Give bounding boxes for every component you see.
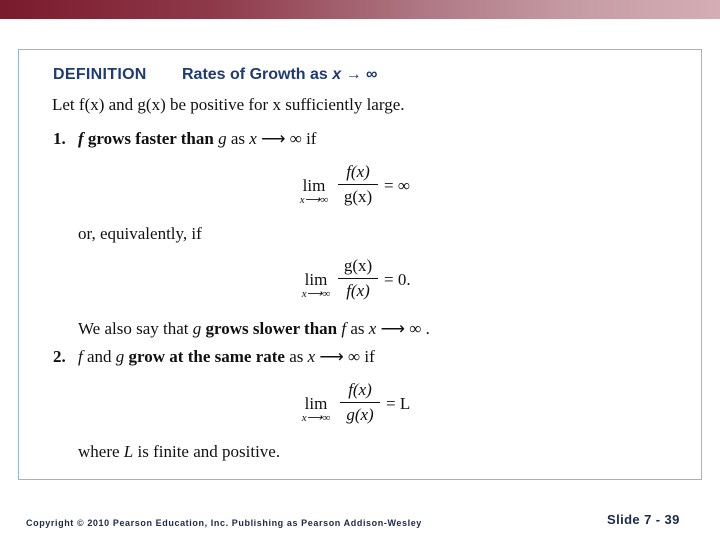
limit-3-fraction-bar xyxy=(340,402,380,403)
slower-bold: grows slower than xyxy=(201,319,342,338)
item-2-x: x xyxy=(307,347,316,366)
item-1-f: f xyxy=(78,129,84,148)
slower-end: ⟶ ∞ . xyxy=(376,319,430,338)
item-2-as: as xyxy=(284,347,308,366)
limit-1-operator xyxy=(294,176,334,206)
slower-x: x xyxy=(368,319,377,338)
item-2-arrow-if: ⟶ ∞ if xyxy=(315,347,375,366)
limit-3-lim: lim xyxy=(304,394,328,413)
limit-3-numerator: f(x) xyxy=(348,380,372,399)
limit-1-fraction xyxy=(338,162,378,207)
item-1-arrow-if: ⟶ ∞ if xyxy=(256,129,317,148)
where-post: is finite and positive. xyxy=(133,442,281,461)
item-2-bold: grow at the same rate xyxy=(124,347,285,366)
definition-title xyxy=(182,66,377,84)
item-1-number: 1. xyxy=(53,129,66,148)
slower-statement xyxy=(78,319,430,339)
limit-3-fraction xyxy=(340,380,380,425)
limit-2-rhs: = 0. xyxy=(384,270,411,289)
limit-2-denominator: f(x) xyxy=(346,281,370,300)
slower-g: g xyxy=(192,319,202,338)
item-2-number: 2. xyxy=(53,347,66,366)
limit-2-numerator: g(x) xyxy=(343,256,373,275)
copyright-footer: Copyright © 2010 Pearson Education, Inc. Publishing as Pearson Addison-Wesley xyxy=(26,518,422,528)
intro-text: Let f(x) and g(x) be positive for x sufficiently large. xyxy=(52,95,405,114)
item-2-statement xyxy=(78,347,375,367)
limit-1-lim: lim xyxy=(302,176,326,195)
limit-3-sub: x⟶∞ xyxy=(301,412,331,424)
limit-1-sub: x⟶∞ xyxy=(299,194,329,206)
item-2-f: f xyxy=(78,347,83,366)
item-1-bold: grows faster than xyxy=(83,129,219,148)
item-2-g: g xyxy=(115,347,125,366)
slide-number: Slide 7 - 39 xyxy=(607,512,680,527)
limit-1-fraction-bar xyxy=(338,184,378,185)
slower-as: as xyxy=(346,319,369,338)
slower-pre: We also say that xyxy=(78,319,193,338)
limit-3-denominator: g(x) xyxy=(346,405,374,424)
definition-label: DEFINITION xyxy=(53,66,147,83)
where-L: L xyxy=(123,442,134,461)
definition-title-arrow: → ∞ xyxy=(341,66,378,83)
limit-1-rhs: = ∞ xyxy=(384,176,410,195)
equivalently-text: or, equivalently, if xyxy=(78,224,202,243)
item-1-statement xyxy=(78,129,316,149)
limit-2-lim: lim xyxy=(304,270,328,289)
item-2-and: and xyxy=(82,347,116,366)
slower-f: f xyxy=(341,319,347,338)
limit-2-fraction-bar xyxy=(338,278,378,279)
limit-2-fraction xyxy=(338,256,378,301)
top-banner xyxy=(0,0,720,19)
item-1-x: x xyxy=(249,129,257,148)
definition-title-text: Rates of Growth as xyxy=(182,66,333,83)
limit-3-rhs: = L xyxy=(386,394,411,413)
limit-2-sub: x⟶∞ xyxy=(301,288,331,300)
limit-1-denominator: g(x) xyxy=(343,187,373,206)
limit-1-numerator: f(x) xyxy=(346,162,370,181)
where-statement xyxy=(78,442,280,462)
where-pre: where xyxy=(78,442,124,461)
limit-3-operator xyxy=(296,394,336,424)
limit-2-operator xyxy=(296,270,336,300)
item-1-as: as xyxy=(226,129,250,148)
definition-title-var: x xyxy=(332,66,342,83)
item-1-g: g xyxy=(218,129,227,148)
